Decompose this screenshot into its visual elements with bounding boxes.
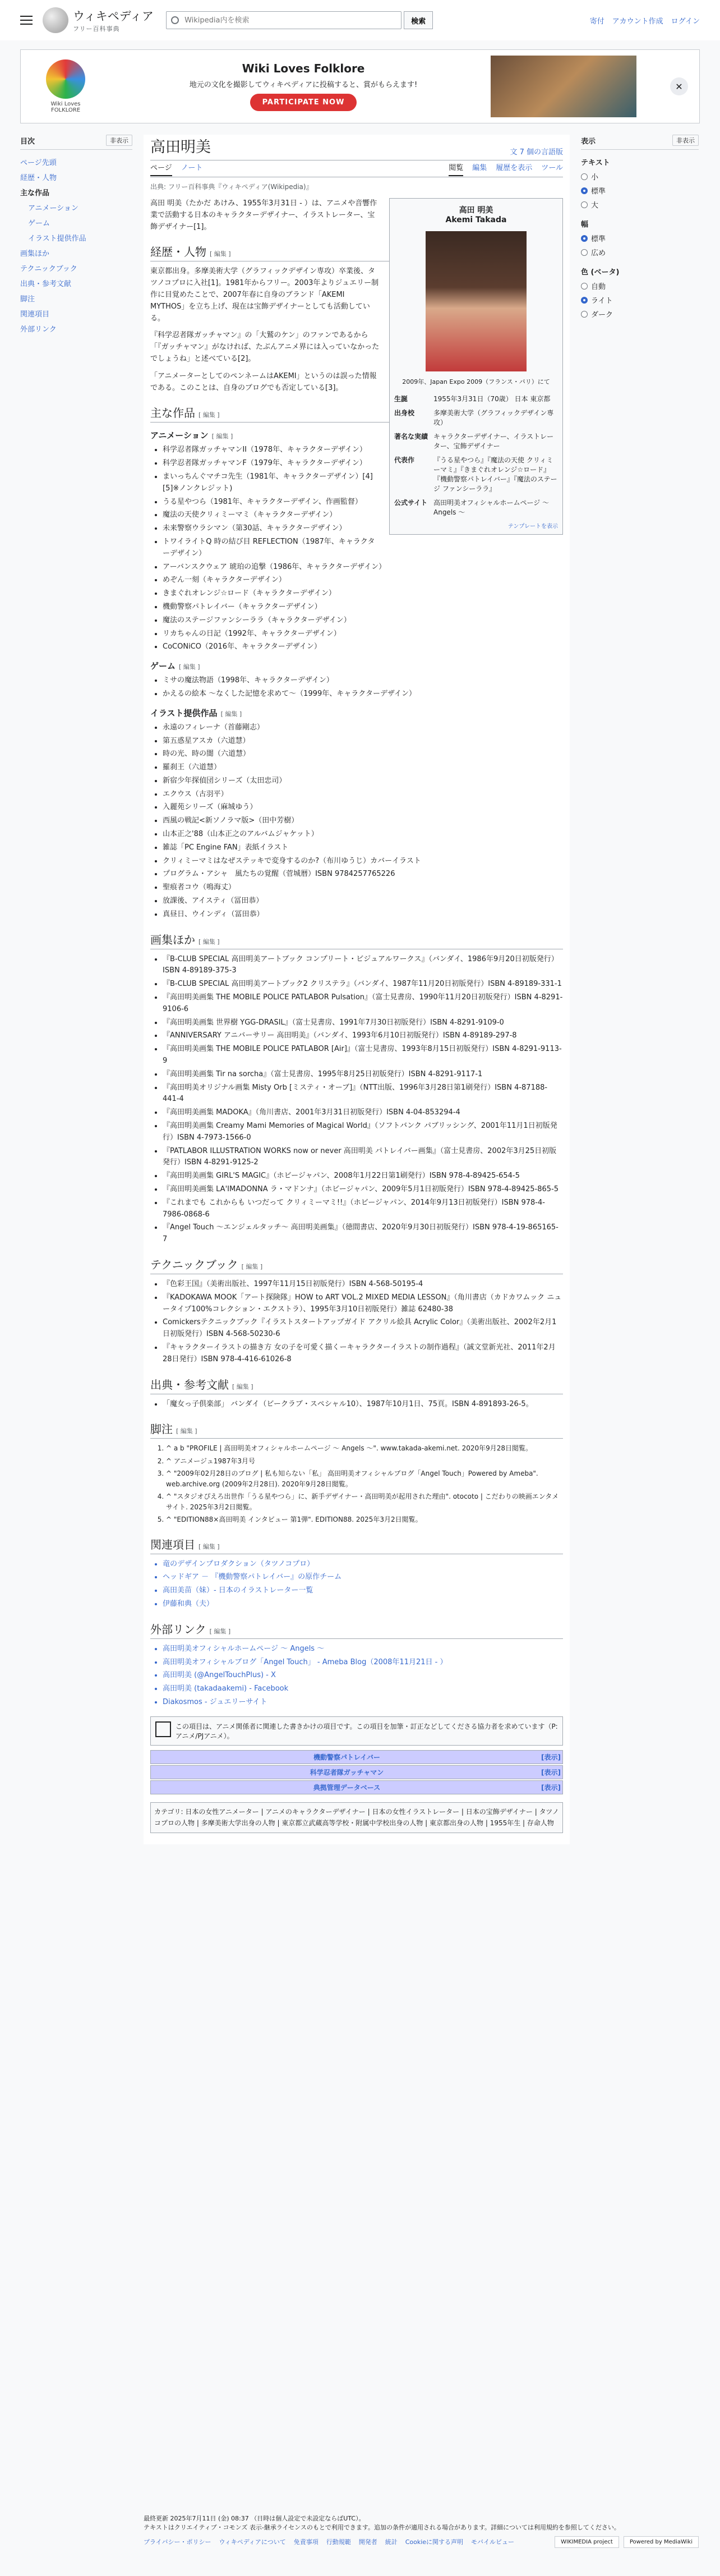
reference-item: 2. ^ アニメージュ1987年3月号 bbox=[166, 1456, 563, 1467]
list-item: • 『PATLABOR ILLUSTRATION WORKS now or never 高田明美 パトレイバー画集』（富士見書房、2002年3月25日初版発行）ISBN 4-8291-9125-2 bbox=[163, 1146, 563, 1169]
banner-logo-label: Wiki Loves FOLKLORE bbox=[50, 101, 81, 113]
list-item: • 『高田明美画集 GIRL'S MAGIC』（ホビージャパン、2008年1月22日第1刷発行）ISBN 978-4-89425-654-5 bbox=[163, 1170, 563, 1182]
tech-title: テクニックブック bbox=[150, 1257, 238, 1271]
page-footer bbox=[144, 2514, 699, 2546]
create-account-link[interactable]: アカウント作成 bbox=[612, 17, 663, 26]
toc-item[interactable]: 外部リンク bbox=[20, 325, 57, 334]
sources-list bbox=[150, 1399, 563, 1411]
section-heading-sources bbox=[150, 1376, 563, 1394]
edit-section-link[interactable]: [ 編集 ] bbox=[179, 663, 200, 671]
toc-header bbox=[20, 135, 132, 150]
stub-notice bbox=[150, 1716, 563, 1746]
edit-section-link[interactable]: [ 編集 ] bbox=[209, 1627, 231, 1635]
list-item: • きまぐれオレンジ☆ロード（キャラクターデザイン） bbox=[163, 588, 563, 600]
related-list bbox=[150, 1559, 563, 1610]
edit-section-link[interactable]: [ 編集 ] bbox=[220, 710, 242, 718]
reference-item: 3. ^ "2009年02月28日のブログ | 私も知らない「私」 高田明美オフィシャルブログ「Angel Touch」Powered by Ameba". web.archive.org (2009年2月28日). 2020年9月28日閲覧。 bbox=[166, 1468, 563, 1490]
books-title: 画集ほか bbox=[150, 933, 195, 947]
infobox-key: 出身校 bbox=[394, 409, 415, 417]
list-item: • 永遠のフィレーナ（首藤剛志） bbox=[163, 722, 563, 734]
list-item: • エクウス（古羽平） bbox=[163, 789, 563, 801]
section-heading-tech bbox=[150, 1256, 563, 1274]
list-item: • うる星やつら（1981年、キャラクターデザイン、作画監督） bbox=[163, 497, 563, 508]
table-of-contents bbox=[20, 135, 132, 336]
list-item: • ミサの魔法物語（1998年、キャラクターデザイン） bbox=[163, 675, 563, 687]
navbox-label[interactable]: 機動警察パトレイバー bbox=[313, 1753, 380, 1761]
career-para: 「アニメーターとしてのペンネームはAKEMI」というのは誤った情報である。このことは、自身のブログでも否定している[3]。 bbox=[150, 371, 377, 392]
banner-subtitle: 地元の文化を撮影してウィキペディアに投稿すると、賞がもらえます! bbox=[189, 81, 418, 89]
footer-link[interactable]: 開発者 bbox=[358, 2538, 377, 2546]
toc-item[interactable]: 画集ほか bbox=[20, 250, 50, 258]
toc-item[interactable]: ページ先頭 bbox=[20, 159, 57, 167]
infobox-key: 著名な実績 bbox=[394, 433, 428, 440]
width-options bbox=[581, 231, 699, 259]
toc-item[interactable]: 出典・参考文献 bbox=[20, 280, 72, 288]
subsection-illust bbox=[150, 707, 563, 719]
toc-list bbox=[20, 154, 132, 336]
game-list bbox=[150, 675, 563, 700]
list-item: • 『高田明美オリジナル画集 Misty Orb [ミスティ・オーブ]』（NTT出版、1996年3月28日第1刷発行）ISBN 4-87188-441-4 bbox=[163, 1082, 563, 1106]
external-title: 外部リンク bbox=[150, 1622, 206, 1636]
section-heading-notes bbox=[150, 1420, 563, 1439]
wikimedia-badge[interactable]: WIKIMEDIA project bbox=[555, 2536, 619, 2548]
radio-button[interactable] bbox=[581, 235, 588, 242]
list-item: • CoCONiCO（2016年、キャラクターデザイン） bbox=[163, 641, 563, 653]
edit-section-link[interactable]: [ 編集 ] bbox=[211, 433, 233, 440]
edit-section-link[interactable]: [ 編集 ] bbox=[232, 1383, 253, 1390]
list-item: • かえるの絵本 〜なくした記憶を求めて〜（1999年、キャラクターデザイン） bbox=[163, 688, 563, 700]
list-item: • 西風の戦記<新ソノラマ版>（田中芳樹） bbox=[163, 815, 563, 827]
text-size-option-label: 小 bbox=[591, 173, 599, 182]
category-links: カテゴリ: 日本の女性アニメーター | アニメのキャラクターデザイナー | 日本の女性イラストレーター | 日本の宝飾デザイナー | タツノコプロの人物 | 多摩美術大学出身の人物 | 東京都立武蔵高等学校・附属中学校出身の人物 | 東京都出身の人物 | 1955年生 | 存命人物 bbox=[150, 1802, 563, 1833]
text-size-label: テキスト bbox=[581, 159, 610, 167]
list-item: • 『キャラクターイラストの描き方 女の子を可愛く描くーキャラクターイラストの制作過程』（誠文堂新光社、2011年2月28日発行）ISBN 978-4-416-61026-8 bbox=[163, 1342, 563, 1366]
site-header bbox=[0, 0, 720, 40]
tab-read[interactable]: 閲覧 bbox=[449, 162, 463, 176]
stub-notice-text: この項目は、アニメ関係者に関連した書きかけの項目です。この項目を加筆・訂正などしてくださる協力者を求めています（P:アニメ/PJアニメ）。 bbox=[176, 1722, 558, 1740]
tab-history[interactable]: 履歴を表示 bbox=[496, 163, 533, 172]
toc-item[interactable]: イラスト提供作品 bbox=[28, 235, 86, 243]
radio-button[interactable] bbox=[581, 297, 588, 304]
tech-list bbox=[150, 1279, 563, 1366]
tab-tools[interactable]: ツール bbox=[541, 163, 563, 172]
donate-link[interactable]: 寄付 bbox=[589, 17, 604, 26]
infobox-value: 1955年3月31日（70歳） 日本 東京都 bbox=[433, 395, 551, 403]
infobox-value: 高田明美オフィシャルホームページ 〜 Angels 〜 bbox=[433, 499, 550, 516]
infobox-name bbox=[392, 201, 560, 228]
page-tabs bbox=[150, 160, 563, 177]
related-link[interactable]: • ヘッドギア － 『機動警察パトレイバー』の原作チーム bbox=[163, 1572, 563, 1583]
edit-section-link[interactable]: [ 編集 ] bbox=[241, 1262, 263, 1270]
radio-button[interactable] bbox=[581, 249, 588, 256]
list-item: • トワイライトQ 時の結び目 REFLECTION（1987年、キャラクターデザイン） bbox=[163, 536, 563, 560]
text-size-option[interactable] bbox=[581, 183, 699, 198]
toc-hide-button[interactable]: 非表示 bbox=[106, 135, 132, 146]
footer-link[interactable]: 行動規範 bbox=[326, 2538, 351, 2546]
list-item: • 『高田明美画集 Creamy Mami Memories of Magical World』（ソフトバンク パブリッシング、2001年11月1日初版発行）ISBN 4-7973-1566-0 bbox=[163, 1121, 563, 1144]
wiki-loves-folklore-logo bbox=[38, 58, 94, 114]
list-item: • 『高田明美画集 LA'IMADONNA ラ・マドンナ』（ホビージャパン、2009年5月1日初版発行）ISBN 978-4-89425-865-5 bbox=[163, 1184, 563, 1196]
search-input[interactable] bbox=[183, 16, 396, 25]
radio-button[interactable] bbox=[581, 173, 588, 180]
infobox-key: 代表作 bbox=[394, 456, 415, 464]
infobox-row bbox=[392, 392, 560, 406]
list-item: • プログラム・アシャ 風たちの覚醒（菅城暦）ISBN 9784257765226 bbox=[163, 869, 563, 880]
navbox-toggle[interactable]: [表示] bbox=[541, 1753, 561, 1761]
external-link[interactable]: • 高田明美オフィシャルブログ「Angel Touch」 - Ameba Blog（2008年11月21日 - ） bbox=[163, 1657, 563, 1669]
navbox-label[interactable]: 典拠管理データベース bbox=[313, 1783, 381, 1792]
wikipedia-logo-icon[interactable] bbox=[43, 7, 68, 33]
external-list bbox=[150, 1643, 563, 1709]
close-icon[interactable]: ✕ bbox=[670, 77, 688, 95]
list-item: • 時の光、時の闇（六道慧） bbox=[163, 749, 563, 760]
appearance-title: 表示 bbox=[581, 137, 596, 146]
list-item: • 『ANNIVERSARY アニバーサリー 高田明美』（バンダイ、1993年6月10日初版発行）ISBN 4-89189-297-8 bbox=[163, 1030, 563, 1042]
navbox-toggle[interactable]: [表示] bbox=[541, 1783, 561, 1792]
list-item: • Comickersテクニックブック『イラストスタートアップガイド アクリル絵具 Acrylic Color』（美術出版社、2002年2月1日初版発行）ISBN 4-568-50230-6 bbox=[163, 1317, 563, 1340]
color-option-label: ライト bbox=[591, 297, 613, 305]
page-title: 高田明美 bbox=[150, 139, 211, 156]
list-item: • 『Angel Touch 〜エンジェルタッチ〜 高田明美画集』（徳間書店、2020年9月30日初版発行）ISBN 978-4-19-865165-7 bbox=[163, 1222, 563, 1246]
illust-list bbox=[150, 722, 563, 921]
list-item: • アーバンスクウェア 琥珀の追撃（1986年、キャラクターデザイン） bbox=[163, 562, 563, 573]
campaign-banner bbox=[20, 49, 700, 123]
folklore-globe-icon bbox=[46, 59, 85, 99]
list-item: • 『高田明美画集 THE MOBILE POLICE PATLABOR [Air]』（富士見書房、1993年8月15日初版発行）ISBN 4-8291-9113-9 bbox=[163, 1044, 563, 1067]
radio-button[interactable] bbox=[581, 311, 588, 318]
list-item: • 羅刹王（六道慧） bbox=[163, 762, 563, 774]
list-item: • 科学忍者隊ガッチャマンF（1979年、キャラクターデザイン） bbox=[163, 458, 563, 470]
list-item: • 『高田明美画集 Tir na sorcha』（富士見書房、1995年8月25日初版発行）ISBN 4-8291-9117-1 bbox=[163, 1069, 563, 1081]
career-title: 経歴・人物 bbox=[150, 245, 206, 259]
infobox-row bbox=[392, 406, 560, 429]
participate-button[interactable]: PARTICIPATE NOW bbox=[250, 94, 357, 111]
width-option-label: 標準 bbox=[591, 235, 606, 244]
wikipedia-wordmark[interactable] bbox=[73, 7, 154, 33]
infobox-value: 多摩美術大学（グラフィックデザイン専攻） bbox=[433, 409, 554, 426]
login-link[interactable]: ログイン bbox=[671, 17, 700, 26]
navbox bbox=[150, 1780, 563, 1794]
works-title: 主な作品 bbox=[150, 406, 195, 420]
list-item: • 『高田明美画集 MADOKA』（角川書店、2001年3月31日初版発行）ISBN 4-04-853294-4 bbox=[163, 1107, 563, 1119]
footer-link[interactable]: Cookieに関する声明 bbox=[405, 2538, 464, 2546]
radio-button[interactable] bbox=[581, 283, 588, 290]
section-heading-books bbox=[150, 931, 563, 949]
section-heading-related bbox=[150, 1536, 563, 1554]
logo-title: ウィキペディア bbox=[73, 10, 154, 23]
article-content bbox=[144, 135, 570, 1844]
footer-link[interactable]: 免責事項 bbox=[293, 2538, 319, 2546]
list-item: • 入麗苑シリーズ（麻城ゆう） bbox=[163, 802, 563, 814]
edit-section-link[interactable]: [ 編集 ] bbox=[210, 250, 231, 258]
tab-talk[interactable]: ノート bbox=[181, 163, 203, 172]
external-link[interactable]: • 高田明美オフィシャルホームページ 〜 Angels 〜 bbox=[163, 1643, 563, 1655]
source-note: 出典: フリー百科事典『ウィキペディア(Wikipedia)』 bbox=[150, 183, 313, 191]
list-item: • 新宿少年探偵団シリーズ（太田忠司） bbox=[163, 775, 563, 787]
banner-photo bbox=[491, 56, 636, 117]
navbox bbox=[150, 1750, 563, 1764]
banner-content bbox=[116, 62, 491, 111]
width-label: 幅 bbox=[581, 221, 589, 229]
related-link[interactable]: • 高田美苗（妹）- 日本のイラストレーター一覧 bbox=[163, 1585, 563, 1597]
list-item: • 放課後、アイスティ（冨田恭） bbox=[163, 896, 563, 907]
list-item: • クリィミーマミはなぜステッキで変身するのか?（布川ゆうじ）カバーイラスト bbox=[163, 856, 563, 867]
navbox-label[interactable]: 科学忍者隊ガッチャマン bbox=[310, 1768, 384, 1776]
toc-item[interactable]: 経歴・人物 bbox=[20, 174, 57, 182]
external-link[interactable]: • 高田明美 (@AngelTouchPlus) - X bbox=[163, 1670, 563, 1682]
infobox-value: キャラクターデザイナー、イラストレーター、宝飾デザイナー bbox=[433, 433, 554, 450]
reference-item: 1. ^ a b "PROFILE | 高田明美オフィシャルホームページ 〜 Angels 〜". www.takada-akemi.net. 2020年9月28日閲覧。 bbox=[166, 1443, 563, 1454]
notes-list bbox=[150, 1443, 563, 1525]
career-para: 『科学忍者隊ガッチャマン』の「大鷲のケン」のファンであるから「『ガッチャマン』がなければ、たぶんアニメ界には入っていなかったでしょうね」と述べている[2]。 bbox=[150, 331, 380, 363]
infobox bbox=[389, 198, 563, 535]
tab-page[interactable]: ページ bbox=[150, 162, 172, 176]
template-link[interactable]: テンプレートを表示 bbox=[507, 524, 558, 530]
edit-section-link[interactable]: [ 編集 ] bbox=[199, 1542, 220, 1550]
text-size-option[interactable] bbox=[581, 169, 699, 183]
list-item: • 山本正之'88（山本正之のアルバムジャケット） bbox=[163, 829, 563, 841]
width-option[interactable] bbox=[581, 245, 699, 259]
banner-title: Wiki Loves Folklore bbox=[242, 62, 365, 75]
list-item: • 『これまでも これからも いつだって クリィミーマミ!!』（ホビージャパン、2014年9月13日初版発行）ISBN 978-4-7986-0868-6 bbox=[163, 1197, 563, 1221]
tab-edit[interactable]: 編集 bbox=[472, 163, 487, 172]
appearance-panel bbox=[581, 135, 699, 321]
list-item: • まいっちんぐマチコ先生（1981年、キャラクターデザイン）[4][5]※ノンクレジット) bbox=[163, 471, 563, 495]
toc-item[interactable]: 脚注 bbox=[20, 295, 35, 304]
text-size-option[interactable] bbox=[581, 198, 699, 212]
search-button[interactable]: 検索 bbox=[404, 11, 433, 29]
infobox-name-en: Akemi Takada bbox=[445, 215, 507, 224]
sources-title: 出典・参考文献 bbox=[150, 1377, 229, 1392]
appearance-header bbox=[581, 135, 699, 150]
infobox-row bbox=[392, 495, 560, 519]
list-item: • 『高田明美画集 THE MOBILE POLICE PATLABOR Pulsation』（富士見書房、1990年11月20日初版発行）ISBN 4-8291-9106-6 bbox=[163, 992, 563, 1016]
infobox-key: 生誕 bbox=[394, 395, 408, 403]
namespace-tabs bbox=[150, 162, 202, 176]
color-option[interactable] bbox=[581, 307, 699, 321]
infobox-value: 『うる星やつら』『魔法の天使 クリィミーマミ』『きまぐれオレンジ☆ロード』『機動警察パトレイバー』『魔法のステージ ファンシーララ』 bbox=[433, 456, 557, 493]
toc-item[interactable]: アニメーション bbox=[28, 204, 79, 213]
search-icon bbox=[171, 16, 179, 24]
title-row bbox=[150, 135, 563, 160]
section-heading-external bbox=[150, 1620, 563, 1639]
list-item: • 真昼日、ウインディ（冨田恭） bbox=[163, 909, 563, 921]
user-links bbox=[590, 15, 700, 26]
related-link[interactable]: • 竜のデザインプロダクション（タツノコプロ） bbox=[163, 1559, 563, 1571]
footer-link[interactable]: 統計 bbox=[385, 2538, 398, 2546]
color-options bbox=[581, 279, 699, 321]
photo-caption: 2009年、Japan Expo 2009（フランス・パリ）にて bbox=[402, 378, 550, 385]
external-link[interactable]: • Diakosmos - ジュエリーサイト bbox=[163, 1697, 563, 1709]
appearance-hide-button[interactable]: 非表示 bbox=[672, 135, 699, 146]
external-link[interactable]: • 高田明美 (takadaakemi) - Facebook bbox=[163, 1683, 563, 1695]
infobox-table bbox=[392, 392, 560, 519]
width-option-label: 広め bbox=[591, 249, 606, 258]
navbox-title bbox=[151, 1781, 562, 1794]
color-option-label: 自動 bbox=[591, 283, 606, 291]
career-para: 東京都出身。多摩美術大学（グラフィックデザイン専攻）卒業後、タツノコプロに入社[1]。1981年からフリー。2003年よりジュエリー制作に目覚めたことで、2007年春に自身のブランド「AKEMI MYTHOS」を立ち上げ、現在は宝飾デザイナーとしても活動している。 bbox=[150, 267, 379, 323]
view-tabs bbox=[449, 162, 563, 176]
text-size-option-label: 標準 bbox=[591, 187, 606, 196]
logo-subtitle: フリー百科事典 bbox=[73, 25, 120, 33]
list-item: • 魔法のステージファンシーララ（キャラクターデザイン） bbox=[163, 615, 563, 627]
radio-button[interactable] bbox=[581, 187, 588, 194]
list-item: • 魔法の天使クリィミーマミ（キャラクターデザイン） bbox=[163, 509, 563, 521]
footer-link[interactable]: ウィキペディアについて bbox=[219, 2538, 286, 2546]
main-menu-icon[interactable] bbox=[20, 16, 33, 25]
toc-item[interactable]: テクニックブック bbox=[20, 265, 77, 273]
license-text: テキストはクリエイティブ・コモンズ 表示-継承ライセンスのもとで利用できます。追加の条件が適用される場合があります。詳細については利用規約を参照してください。 bbox=[144, 2524, 620, 2531]
mediawiki-badge[interactable]: Powered by MediaWiki bbox=[624, 2536, 699, 2548]
footer-link[interactable]: プライバシー・ポリシー bbox=[144, 2538, 211, 2546]
subsection-game bbox=[150, 660, 563, 672]
footer-link[interactable]: モバイルビュー bbox=[471, 2538, 515, 2546]
list-item: • 『高田明美画集 世界樹 YGG-DRASIL』（富士見書房、1991年7月30日初版発行）ISBN 4-8291-9109-0 bbox=[163, 1017, 563, 1029]
edit-section-link[interactable]: [ 編集 ] bbox=[176, 1427, 197, 1435]
text-size-option-label: 大 bbox=[591, 201, 599, 210]
list-item: • 『色彩王国』（美術出版社、1997年11月15日初版発行）ISBN 4-568-50195-4 bbox=[163, 1279, 563, 1291]
list-item: • 「魔女っ子倶楽部」 バンダイ（ビークラブ・スペシャル10）、1987年10月1日、75頁。ISBN 4-891893-26-5。 bbox=[163, 1399, 563, 1411]
game-title: ゲーム bbox=[150, 661, 176, 672]
edit-section-link[interactable]: [ 編集 ] bbox=[199, 411, 220, 419]
related-link[interactable]: • 伊藤和典（夫） bbox=[163, 1599, 563, 1610]
list-item: • 機動警察パトレイバー（キャラクターデザイン） bbox=[163, 601, 563, 613]
color-option[interactable] bbox=[581, 279, 699, 293]
toc-item[interactable]: 関連項目 bbox=[20, 310, 50, 319]
list-item: • 聖痕者コウ（鳴海丈） bbox=[163, 882, 563, 894]
color-option-label: ダーク bbox=[591, 311, 613, 319]
list-item: • リカちゃんの日記（1992年、キャラクターデザイン） bbox=[163, 628, 563, 640]
notes-title: 脚注 bbox=[150, 1422, 173, 1436]
toc-item[interactable]: 主な作品 bbox=[20, 189, 50, 198]
language-button[interactable]: 文 7 個の言語版 bbox=[510, 148, 563, 157]
list-item: • 未来警察ウラシマン（第30話、キャラクターデザイン） bbox=[163, 523, 563, 535]
width-option[interactable] bbox=[581, 231, 699, 245]
navbox-title bbox=[151, 1766, 562, 1779]
anime-title: アニメーション bbox=[150, 430, 209, 441]
infobox-row bbox=[392, 429, 560, 453]
illust-title: イラスト提供作品 bbox=[150, 708, 218, 718]
intro-paragraph: 高田 明美（たかだ あけみ、1955年3月31日 - ）は、アニメや音響作業で活動する日本のキャラクターデザイナー、イラストレーター、宝飾デザイナー[1]。 bbox=[150, 199, 377, 231]
infobox-row bbox=[392, 453, 560, 495]
search-box bbox=[166, 11, 401, 29]
portrait-photo[interactable] bbox=[426, 231, 527, 371]
toc-item[interactable]: ゲーム bbox=[28, 219, 50, 228]
color-option[interactable] bbox=[581, 293, 699, 307]
reference-item: 5. ^ "EDITION88×高田明美 インタビュー 第1弾". EDITION88. 2025年3月2日閲覧。 bbox=[166, 1514, 563, 1525]
list-item: • 科学忍者隊ガッチャマンII（1978年、キャラクターデザイン） bbox=[163, 444, 563, 456]
list-item: • 『KADOKAWA MOOK「アート探険隊」HOW to ART VOL.2 MIXED MEDIA LESSON』（角川書店（カドカワムック ニュータイプ100%コレクション・エクストラ）、1995年3月10日初版発行）雑誌 62480-38 bbox=[163, 1292, 563, 1316]
list-item: • 雑誌「PC Engine FAN」表紙イラスト bbox=[163, 842, 563, 854]
navbox-title bbox=[151, 1751, 562, 1764]
edit-section-link[interactable]: [ 編集 ] bbox=[199, 938, 220, 945]
infobox-name-ja: 高田 明美 bbox=[459, 206, 493, 215]
list-item: • 第五惑星アスカ（六道慧） bbox=[163, 736, 563, 747]
navboxes bbox=[150, 1750, 563, 1794]
last-edited: 最終更新 2025年7月11日 (金) 08:37 （日時は個人設定で未設定ならばUTC）。 bbox=[144, 2515, 365, 2522]
related-title: 関連項目 bbox=[150, 1537, 195, 1551]
radio-button[interactable] bbox=[581, 201, 588, 208]
navbox bbox=[150, 1765, 563, 1779]
text-size-options bbox=[581, 169, 699, 212]
toc-title: 目次 bbox=[20, 137, 35, 146]
books-list bbox=[150, 954, 563, 1246]
list-item: • めぞん一刻（キャラクターデザイン） bbox=[163, 575, 563, 586]
stub-icon bbox=[155, 1721, 171, 1737]
navbox-toggle[interactable]: [表示] bbox=[541, 1768, 561, 1776]
list-item: • 『B-CLUB SPECIAL 高田明美アートブック2 クリステラ』（バンダイ、1987年11月20日初版発行）ISBN 4-89189-331-1 bbox=[163, 979, 563, 990]
infobox-key: 公式サイト bbox=[394, 499, 428, 507]
reference-item: 4. ^ "スタジオぴえろ出世作「うる星やつら」に、新手デザイナー・高田明美が起用された理由". otocoto | こだわりの映画エンタメサイト. 2025年3月2日閲覧。 bbox=[166, 1491, 563, 1513]
color-label: 色 (ベータ) bbox=[581, 268, 620, 277]
footer-badges bbox=[555, 2536, 699, 2548]
list-item: • 『B-CLUB SPECIAL 高田明美アートブック コンプリート・ビジュアルワークス』（バンダイ、1986年9月20日初版発行）ISBN 4-89189-375-3 bbox=[163, 954, 563, 977]
